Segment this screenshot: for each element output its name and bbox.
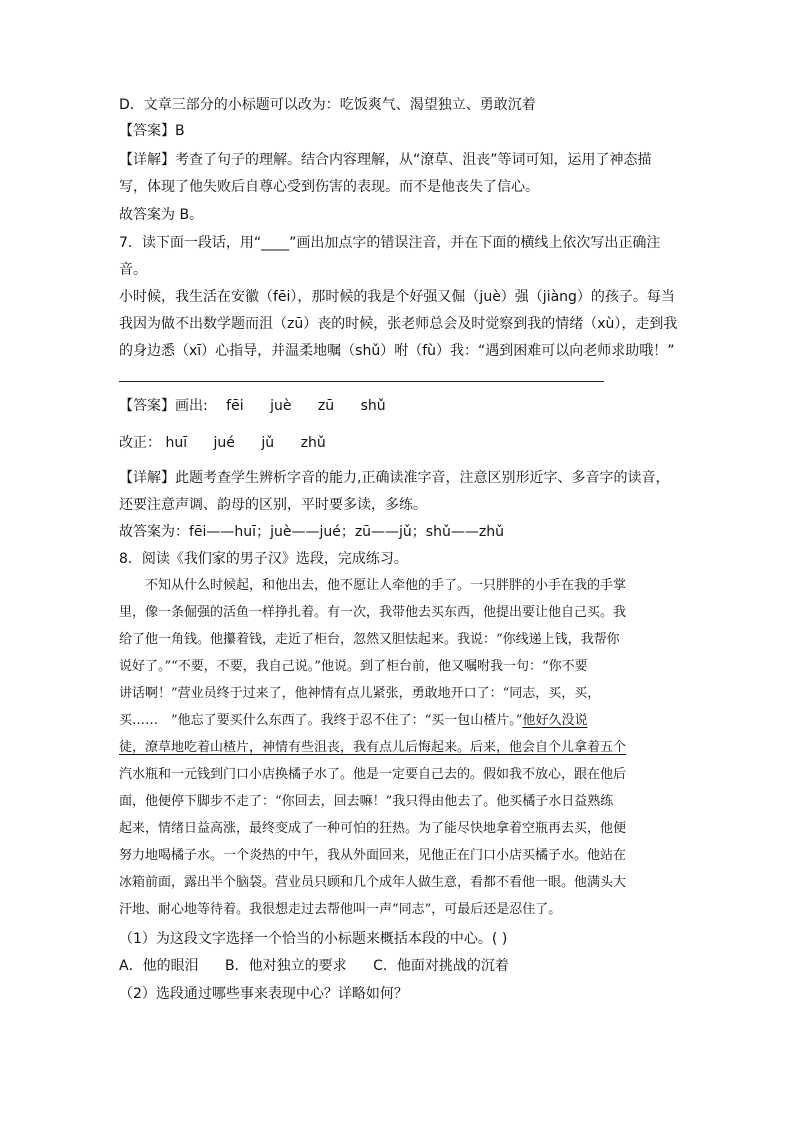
q8-sub2-prompt: （2）选段通过哪些事来表现中心？详略如何？ [119,986,408,1002]
q7-text-line-2: 我因为做不出数学题而沮（zū）丧的时候，张老师总会及时觉察到我的情绪（xù），走到我 [119,316,678,332]
q7-correct-label: 改正： [119,435,161,451]
passage-text: 买…… ”他忘了要买什么东西了。我终于忍不住了：“买一包山楂片。” [119,713,523,728]
passage-line: 面，他便停下脚步不走了：“你回去，回去嘛！”我只得由他去了。他买橘子水日益熟练 [119,794,614,809]
option-c: C．他面对挑战的沉着 [373,958,509,974]
q7-correct-mark: jué [213,435,235,451]
q7-text-line-1: 小时候，我生活在安徽（fēi），那时候的我是个好强又倔（juè）强（jiàng）的孩子。每当 [119,289,675,305]
passage-line: 努力地喝橘子水。一个炎热的中午，我从外面回来，见他正在门口小店买橘子水。他站在 [119,848,627,863]
passage-line: 冰箱前面，露出半个脑袋。营业员只顾和几个成年人做生意，看都不看他一眼。他满头大 [119,875,627,890]
q6-answer: 【答案】B [119,123,185,139]
q7-prompt-line-1: 7．读下面一段话，用“____”画出加点字的错误注音，并在下面的横线上依次写出正确注 [119,235,661,251]
passage-line: 汽水瓶和一元钱到门口小店换橘子水了。他是一定要自己去的。假如我不放心，跟在他后 [119,767,627,782]
passage-line: 讲话啊！”营业员终于过来了，他神情有点儿紧张，勇敢地开口了：“同志，买，买， [119,686,601,701]
q8-prompt: 8．阅读《我们家的男子汉》选段，完成练习。 [119,551,408,567]
q6-detail-line-2: 写，体现了他失败后自尊心受到伤害的表现。而不是他丧失了信心。 [119,179,539,195]
q7-answer-row [119,396,386,416]
q7-answer-mark: shǔ [360,398,386,414]
passage-line: 汗地、耐心地等待着。我很想走过去帮他叫一声“同志”，可最后还是忍住了。 [119,902,562,917]
q6-option-d: D．文章三部分的小标题可以改为：吃饭爽气、渴望独立、勇敢沉着 [119,97,536,113]
q7-answer-mark: juè [270,398,292,414]
q7-correct-mark: jǔ [261,435,275,451]
passage-line: 里，像一条倔强的活鱼一样挣扎着。有一次，我带他去买东西，他提出要让他自己买。我 [119,605,627,620]
q6-conclusion: 故答案为 B。 [119,207,204,223]
q7-prompt-line-2: 音。 [119,262,147,278]
q7-answer-mark: zū [317,398,335,414]
passage-line: 给了他一角钱。他攥着钱，走近了柜台，忽然又胆怯起来。我说：“你线递上钱，我帮你 [119,632,620,647]
underlined-text: 他好久没说 [522,713,588,728]
q7-detail-line-2: 还要注意声调、韵母的区别，平时要多读，多练。 [119,497,427,513]
q6-detail-line-1: 【详解】考查了句子的理解。结合内容理解，从“潦草、沮丧”等词可知，运用了神态描 [119,152,652,168]
q8-sub1-prompt: （1）为这段文字选择一个恰当的小标题来概括本段的中心。( ) [119,931,508,947]
passage-line: 不知从什么时候起，和他出去，他不愿让人牵他的手了。一只胖胖的小手在我的手掌 [119,578,627,593]
option-a: A．他的眼泪 [119,958,199,974]
passage-line [119,711,587,731]
answer-blank-line [119,381,604,382]
q7-conclusion: 故答案为：fēi——huī；juè——jué；zū——jǔ；shǔ——zhǔ [119,524,504,540]
q7-correct-row [119,433,326,453]
underlined-text: 徒，潦草地吃着山楂片，神情有些沮丧，我有点儿后悔起来。后来，他会自个儿拿着五个 [119,740,627,755]
passage-line: 起来，情绪日益高涨，最终变成了一种可怕的狂热。为了能尽快地拿着空瓶再去买，他便 [119,821,627,836]
q7-text-line-3: 的身边悉（xī）心指导，并温柔地嘱（shǔ）咐（fù）我：“遇到困难可以向老师求助哦！” [119,343,675,359]
q7-answer-mark: fēi [226,398,244,414]
q7-correct-mark: zhǔ [300,435,326,451]
q7-answer-label: 【答案】画出: [119,398,208,414]
option-b: B．他对独立的要求 [225,958,347,974]
q8-sub1-options [119,956,509,976]
passage-line: 说好了。”“不要，不要，我自己说。”他说。到了柜台前，他又嘱咐我一句：“你不要 [119,659,588,674]
passage-line [119,738,626,758]
q7-detail-line-1: 【详解】此题考查学生辨析字音的能力,正确读准字音，注意区别形近字、多音字的读音， [119,470,670,486]
q7-correct-mark: huī [165,435,188,451]
